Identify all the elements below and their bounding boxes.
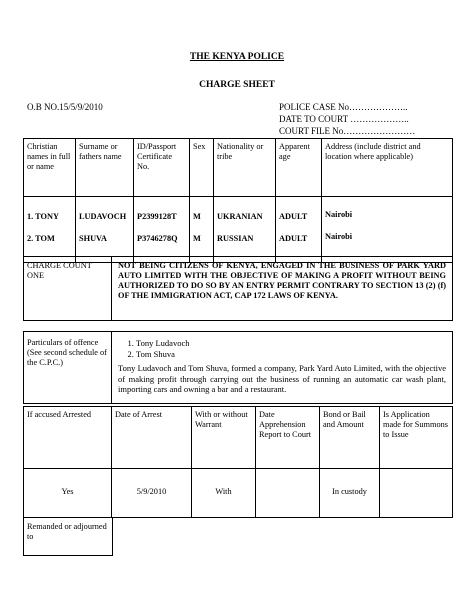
accused-1-address: Nairobi bbox=[325, 210, 353, 219]
header-address: Address (include district and location where applicable) bbox=[322, 139, 453, 197]
header-surname: Surname or fathers name bbox=[76, 139, 134, 197]
header-nationality: Nationality or tribe bbox=[214, 139, 276, 197]
particulars-label: Particulars of offence (See second schedule of the C.P.C.) bbox=[24, 332, 112, 404]
header-apprehension-report: Date Apprehension Report to Court bbox=[256, 407, 320, 469]
list-item: 1. Tony Ludavoch bbox=[136, 338, 446, 349]
summons-value bbox=[380, 469, 453, 518]
accused-1-first-name: 1. TONY bbox=[27, 212, 59, 221]
accused-1-surname: LUDAVOCH bbox=[79, 212, 127, 221]
accused-rows bbox=[24, 197, 453, 263]
accused-2-nationality: RUSSIAN bbox=[217, 234, 254, 243]
age-cell bbox=[276, 197, 322, 263]
accused-2-first-name: 2. TOM bbox=[27, 234, 55, 243]
accused-1-age: ADULT bbox=[279, 212, 308, 221]
charge-statement: NOT BEING CITIZENS OF KENYA, ENGAGED IN THE BUSINESS OF PARK YARD AUTO LIMITED WITH THE OBJECTIVE OF MAKING A PROFIT WITHOUT BEING AUTHORIZED TO DO SO BY AN ENTRY PERMIT CONTRARY TO SECTION 13 (2) (f) OF THE IMMIGRATION ACT, CAP 172 LAWS OF KENYA. bbox=[112, 257, 453, 321]
document-title: CHARGE SHEET bbox=[199, 80, 275, 90]
surname-cell bbox=[76, 197, 134, 263]
accused-table bbox=[23, 138, 453, 263]
police-case-number: POLICE CASE No……………….. bbox=[279, 102, 408, 112]
particulars-text: Tony Ludavoch and Tom Shuva, formed a company, Park Yard Auto Limited, with the objective of making profit through carrying out the business of running an automatic car wash plant, importing cars and owning a bar and a restaurant. bbox=[118, 363, 446, 394]
bond-bail-value: In custody bbox=[320, 469, 380, 518]
header-christian-names: Christian names in full or name bbox=[24, 139, 76, 197]
arrest-header-row bbox=[24, 407, 453, 469]
court-file-number: COURT FILE No…………………… bbox=[279, 126, 416, 136]
accused-2-passport: P3746278Q bbox=[137, 234, 178, 243]
nationality-cell bbox=[214, 197, 276, 263]
arrest-table bbox=[23, 406, 453, 518]
address-cell bbox=[322, 197, 453, 263]
accused-2-surname: SHUVA bbox=[79, 234, 107, 243]
accused-name-list bbox=[118, 338, 446, 359]
arrested-value: Yes bbox=[24, 469, 112, 518]
agency-title: THE KENYA POLICE bbox=[189, 52, 285, 62]
particulars-table bbox=[23, 331, 453, 404]
list-item: 2. Tom Shuva bbox=[136, 349, 446, 360]
particulars-body bbox=[112, 332, 453, 404]
accused-2-address: Nairobi bbox=[325, 232, 353, 241]
header-bond-bail: Bond or Bail and Amount bbox=[320, 407, 380, 469]
date-to-court: DATE TO COURT ……………….. bbox=[279, 114, 409, 124]
header-warrant: With or without Warrant bbox=[192, 407, 256, 469]
remanded-label: Remanded or adjourned to bbox=[24, 518, 113, 556]
accused-header-row bbox=[24, 139, 453, 197]
accused-1-nationality: UKRANIAN bbox=[217, 212, 263, 221]
remanded-table bbox=[23, 517, 113, 556]
sex-cell bbox=[190, 197, 214, 263]
header-age: Apparent age bbox=[276, 139, 322, 197]
accused-1-sex: M bbox=[193, 212, 201, 221]
apprehension-report-value bbox=[256, 469, 320, 518]
arrest-values-row bbox=[24, 469, 453, 518]
ob-number: O.B NO.15/5/9/2010 bbox=[27, 102, 103, 112]
charge-table bbox=[23, 256, 453, 321]
accused-2-age: ADULT bbox=[279, 234, 308, 243]
header-date-of-arrest: Date of Arrest bbox=[112, 407, 192, 469]
warrant-value: With bbox=[192, 469, 256, 518]
date-of-arrest-value: 5/9/2010 bbox=[112, 469, 192, 518]
accused-2-sex: M bbox=[193, 234, 201, 243]
header-sex: Sex bbox=[190, 139, 214, 197]
header-summons: Is Application made for Summons to Issue bbox=[380, 407, 453, 469]
header-id-passport: ID/Passport Certificate No. bbox=[134, 139, 190, 197]
header-if-arrested: If accused Arrested bbox=[24, 407, 112, 469]
accused-1-passport: P2399128T bbox=[137, 212, 177, 221]
charge-count-label: CHARGE COUNT ONE bbox=[24, 257, 112, 321]
christian-names-cell bbox=[24, 197, 76, 263]
passport-cell bbox=[134, 197, 190, 263]
